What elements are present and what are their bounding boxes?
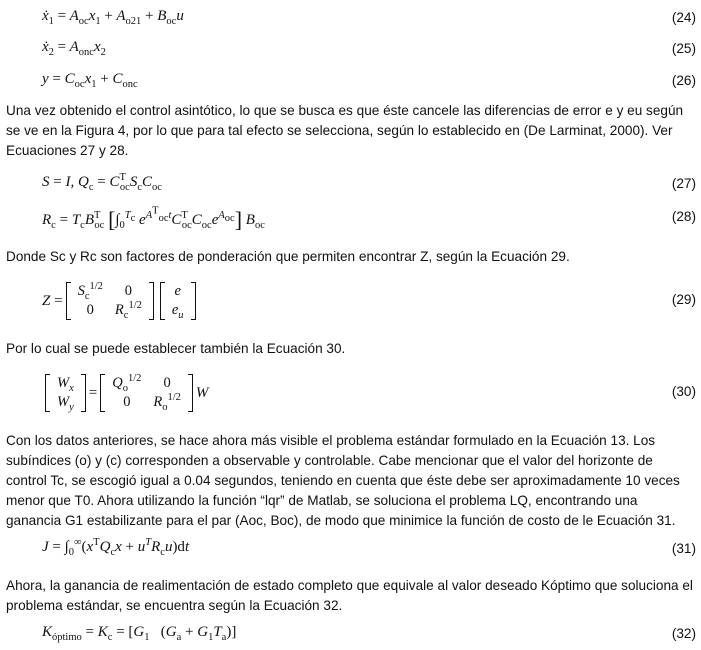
equation-number: (31)	[671, 541, 696, 556]
w-vector: $W_x$ $W_y$	[45, 374, 86, 412]
equation-24	[42, 8, 698, 32]
equation-24-math: ẋ$_1$ = $A_{oc}x_1 + A_{o21} + B_{oc}u$	[42, 8, 184, 27]
equation-27	[42, 174, 698, 198]
paragraph-text: Una vez obtenido el control asintótico, lo que se busca es que éste cancele las diferencias de error e y eu según se ve en la Figura 4, por lo que para tal efecto se selecciona, según lo establecido en (De Larminat, 2000). Ver Ecuaciones 27 y 28.	[6, 103, 684, 158]
equation-30	[42, 369, 698, 417]
equation-31-math: $J = \int_0^\infty(x^TQ_cx + u^TR_cu)dt$	[42, 537, 190, 558]
equation-number: (29)	[671, 292, 696, 307]
equation-31	[42, 539, 698, 565]
equation-29	[42, 277, 698, 325]
equation-25-math: ẋ$_2$ = $A_{onc}x_2$	[42, 39, 106, 58]
equation-29-math: Z = $S_c^{1/2}$ 0 0 $R_c^{1/2}$ e $e_u$	[42, 277, 199, 325]
equation-28-math: $R_c = T_cB^T_{oc}$ [$\int_0^{T_c}$ $e^{A^T_{oc}t}C^T_{oc}C_{oc}e^{A_{oc}}$] $B_{oc}$	[42, 205, 265, 232]
paragraph	[6, 247, 696, 267]
equation-26	[42, 71, 698, 95]
equation-number: (24)	[671, 10, 696, 25]
equation-number: (32)	[671, 626, 696, 641]
equation-28	[42, 207, 698, 235]
weight-matrix: $S_c^{1/2}$ 0 0 $R_c^{1/2}$	[66, 282, 154, 320]
equation-number: (30)	[671, 384, 696, 399]
paragraph	[6, 431, 696, 531]
paragraph	[6, 101, 696, 161]
paragraph-text: Con los datos anteriores, se hace ahora más visible el problema estándar formulado en la Ecuación 13. Los subíndices (o) y (c) corresponden a observable y controlable. Cabe mencionar que el valor del horizonte de control Tc, se escogió igual a 0.04 segundos, teniendo en cuenta que éste debe ser aproximadamente 10 veces menor que T0. Ahora utilizando la función “lqr” de Matlab, se soluciona el problema LQ, encontrando una ganancia G1 estabilizante para el par (Aoc, Boc), de modo que minimice la función de costo de le Ecuación 31.	[6, 433, 680, 528]
equation-number: (25)	[671, 41, 696, 56]
equation-number: (26)	[671, 73, 696, 88]
equation-number: (27)	[671, 176, 696, 191]
error-vector: e $e_u$	[160, 282, 196, 320]
equation-27-math: S = I, $Q_c = C^T_{oc}S_cC_{oc}$	[42, 172, 162, 193]
equation-32	[42, 624, 698, 648]
equation-number: (28)	[671, 209, 696, 224]
paragraph	[6, 339, 696, 359]
paragraph-text: Donde Sc y Rc son factores de ponderación que permiten encontrar Z, según la Ecuación 29.	[6, 249, 570, 264]
equation-30-math: $W_x$ $W_y$ = $Q_o^{1/2}$ 0 0 $R_o^{1/2}$ W	[42, 369, 208, 417]
equation-26-math: $y = C_{oc}x_1 + C_{onc}$	[42, 71, 138, 90]
equation-25	[42, 39, 698, 63]
q-r-matrix: $Q_o^{1/2}$ 0 0 $R_o^{1/2}$	[100, 374, 193, 412]
paragraph-text: Por lo cual se puede establecer también la Ecuación 30.	[6, 341, 346, 356]
paragraph	[6, 576, 696, 616]
equation-32-math: $K_{óptimo} = K_c = [G_1$ $(G_a + G_1T_a)$]	[42, 624, 237, 643]
paragraph-text: Ahora, la ganancia de realimentación de estado completo que equivale al valor deseado Kóptimo que soluciona el problema estándar, se encuentra según la Ecuación 32.	[6, 578, 693, 613]
